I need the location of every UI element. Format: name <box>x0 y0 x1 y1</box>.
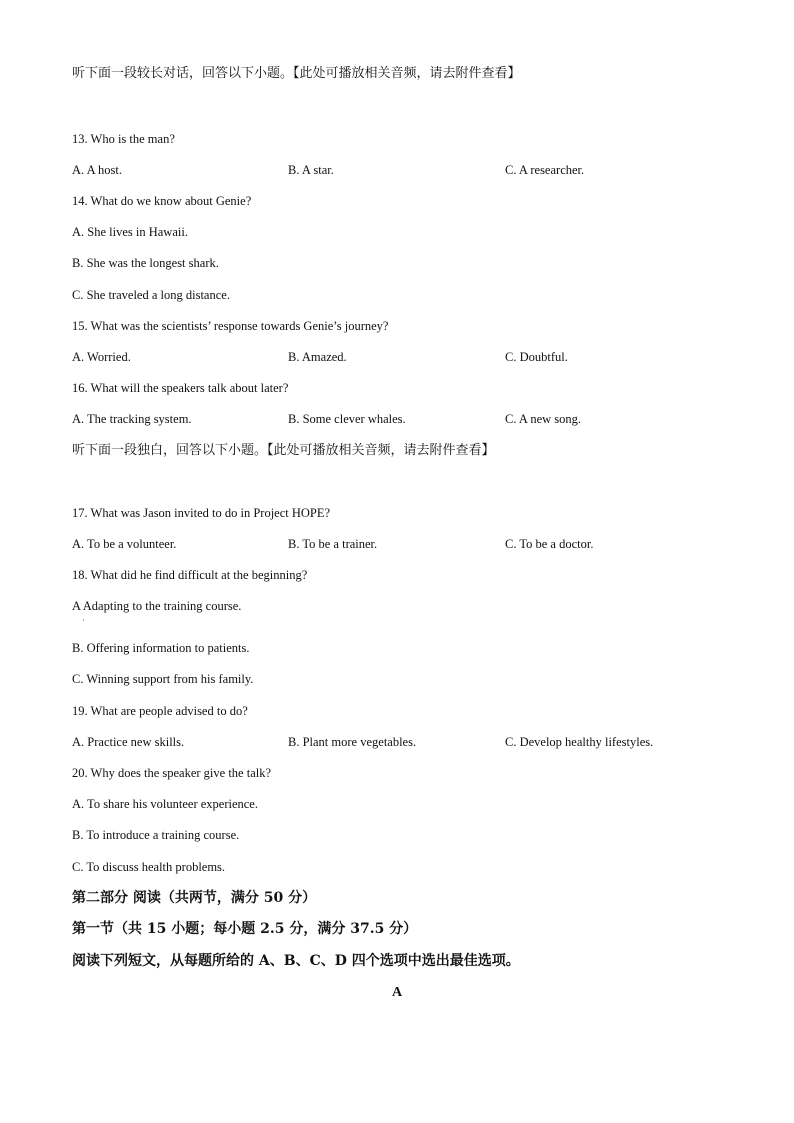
option-a: A Adapting to the training course. <box>72 599 242 613</box>
option-b: B. A star. <box>288 163 334 177</box>
option-b: B. Amazed. <box>288 350 347 364</box>
question-stem: 19. What are people advised to do? <box>72 704 248 718</box>
section-one-heading: 第一节（共 15 小题；每小题 2.5 分，满分 37.5 分） <box>72 921 418 937</box>
option-a: A. Practice new skills. <box>72 735 185 749</box>
part-two-heading: 第二部分 阅读（共两节，满分 50 分） <box>72 890 317 906</box>
question-stem: 18. What did he find difficult at the beginning? <box>72 568 308 582</box>
option-c: C. To discuss health problems. <box>72 860 226 874</box>
option-a: A. To be a volunteer. <box>72 537 177 551</box>
question-stem: 16. What will the speakers talk about later? <box>72 381 289 395</box>
option-b: B. Some clever whales. <box>288 412 406 426</box>
option-b: B. Offering information to patients. <box>72 641 250 655</box>
listening-instruction-1: 听下面一段较长对话，回答以下小题。【此处可播放相关音频，请去附件查看】 <box>72 66 521 81</box>
option-c: C. A researcher. <box>505 163 585 177</box>
question-stem: 15. What was the scientists’ response towards Genie’s journey? <box>72 319 389 333</box>
question-stem: 20. Why does the speaker give the talk? <box>72 766 272 780</box>
option-b: B. She was the longest shark. <box>72 256 219 270</box>
passage-letter: A <box>391 985 403 1000</box>
option-a: A. The tracking system. <box>72 412 192 426</box>
option-c: C. She traveled a long distance. <box>72 288 230 302</box>
option-c: C. Develop healthy lifestyles. <box>505 735 654 749</box>
option-c: C. A new song. <box>505 412 582 426</box>
reading-instruction: 阅读下列短文，从每题所给的 A、B、C、D 四个选项中选出最佳选项。 <box>72 953 520 969</box>
question-stem: 17. What was Jason invited to do in Project HOPE? <box>72 506 331 520</box>
option-a: A. A host. <box>72 163 123 177</box>
option-a: A. She lives in Hawaii. <box>72 225 188 239</box>
question-stem: 13. Who is the man? <box>72 132 175 146</box>
stray-dot: · <box>82 616 85 625</box>
option-b: B. Plant more vegetables. <box>288 735 417 749</box>
option-b: B. To introduce a training course. <box>72 828 240 842</box>
option-c: C. Winning support from his family. <box>72 672 254 686</box>
option-b: B. To be a trainer. <box>288 537 378 551</box>
option-c: C. Doubtful. <box>505 350 568 364</box>
option-a: A. Worried. <box>72 350 131 364</box>
option-c: C. To be a doctor. <box>505 537 594 551</box>
listening-instruction-2: 听下面一段独白，回答以下小题。【此处可播放相关音频，请去附件查看】 <box>72 443 495 458</box>
option-a: A. To share his volunteer experience. <box>72 797 258 811</box>
question-stem: 14. What do we know about Genie? <box>72 194 252 208</box>
